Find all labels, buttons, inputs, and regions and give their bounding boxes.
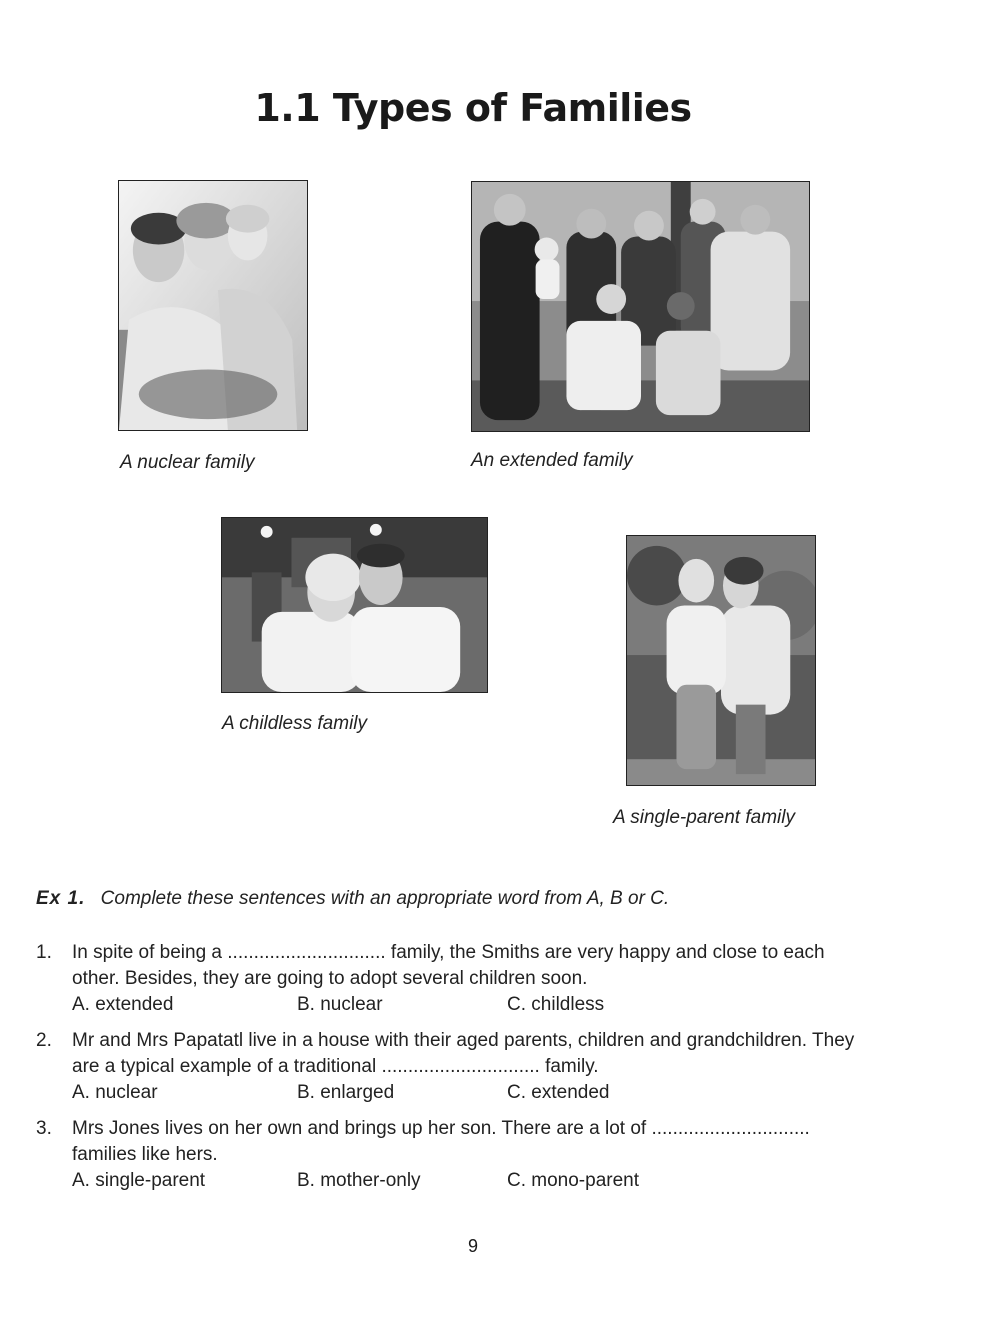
option-a: A. nuclear	[72, 1082, 158, 1103]
exercise-label: Ex 1.	[36, 888, 86, 909]
page-title: 1.1 Types of Families	[254, 86, 692, 130]
question-number: 2.	[36, 1030, 52, 1051]
caption-single-parent-family: A single-parent family	[613, 807, 795, 828]
page-number: 9	[467, 1236, 478, 1256]
nuclear-family-photo	[118, 180, 308, 431]
option-a: A. single-parent	[72, 1170, 206, 1191]
exercise-heading	[36, 888, 669, 910]
question-number: 3.	[36, 1118, 52, 1139]
question-text-line-2: other. Besides, they are going to adopt several children soon.	[72, 968, 588, 989]
question-text-line-1: Mr and Mrs Papatatl live in a house with their aged parents, children and grandchildren. They	[72, 1030, 855, 1051]
exercise-instruction: Complete these sentences with an appropriate word from A, B or C.	[100, 888, 670, 909]
question-text-line-2: are a typical example of a traditional .............................. family.	[72, 1056, 599, 1077]
option-b: B. nuclear	[297, 994, 383, 1015]
question-text-line-1: In spite of being a .............................. family, the Smiths are very happy and close to each	[72, 942, 825, 963]
option-b: B. enlarged	[297, 1082, 395, 1103]
question-number: 1.	[36, 942, 52, 963]
option-c: C. extended	[507, 1082, 610, 1103]
option-a: A. extended	[72, 994, 174, 1015]
caption-nuclear-family: A nuclear family	[120, 452, 255, 473]
question-text-line-2: families like hers.	[72, 1144, 218, 1165]
option-c: C. mono-parent	[507, 1170, 640, 1191]
childless-family-photo	[221, 517, 488, 693]
caption-childless-family: A childless family	[222, 713, 368, 734]
caption-extended-family: An extended family	[471, 450, 633, 471]
single-parent-family-photo	[626, 535, 816, 786]
option-b: B. mother-only	[297, 1170, 421, 1191]
option-c: C. childless	[507, 994, 605, 1015]
extended-family-photo	[471, 181, 810, 432]
question-text-line-1: Mrs Jones lives on her own and brings up her son. There are a lot of ..............................	[72, 1118, 810, 1139]
